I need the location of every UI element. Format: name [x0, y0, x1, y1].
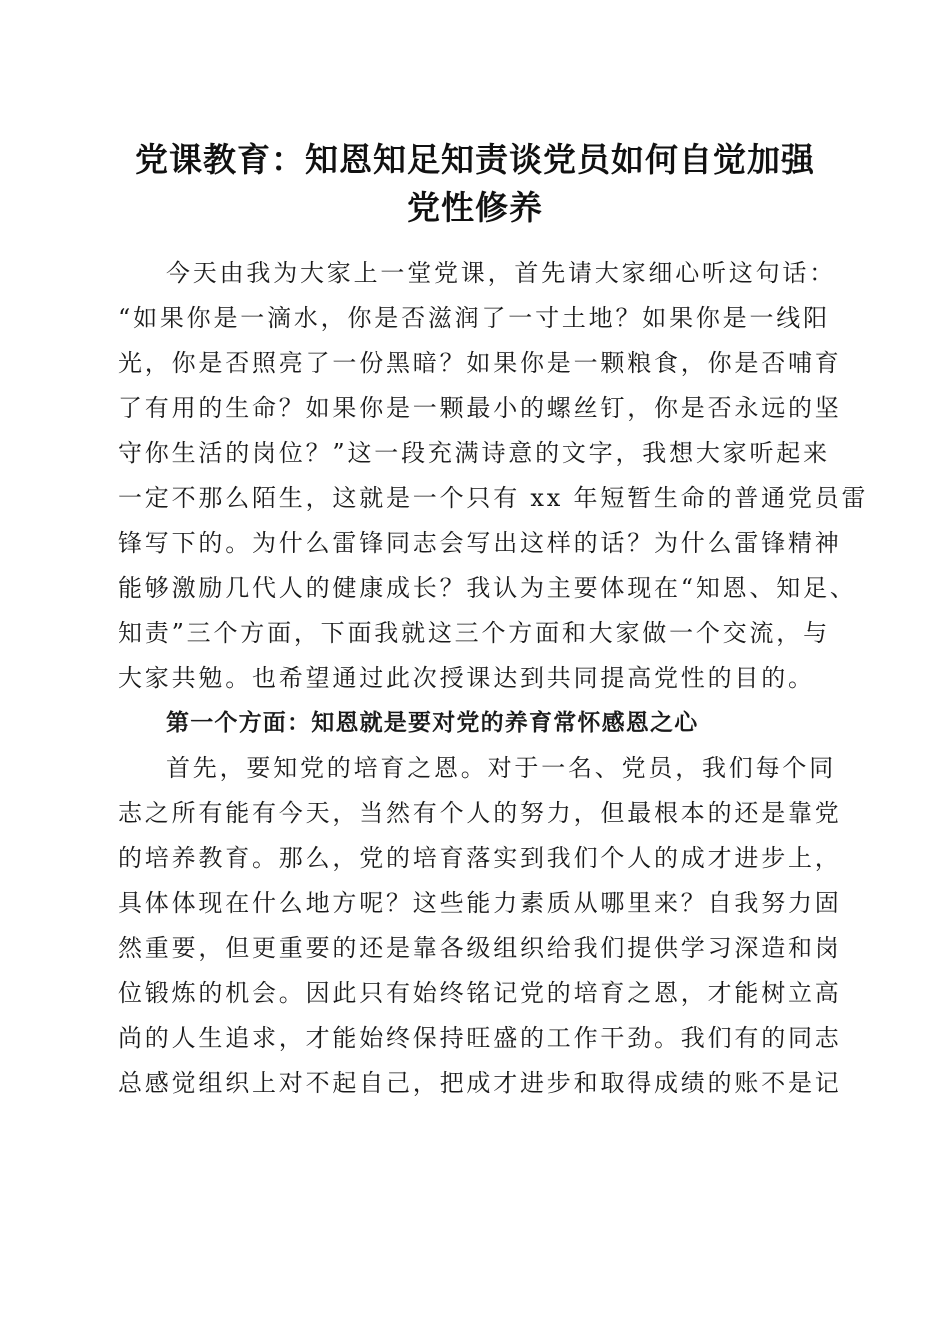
paragraph-1-line-4: 了有用的生命？如果你是一颗最小的螺丝钉，你是否永远的坚 [118, 394, 842, 422]
paragraph-1-line-3: 光，你是否照亮了一份黑暗？如果你是一颗粮食，你是否哺育 [118, 349, 842, 377]
paragraph-2-line-8: 总感觉组织上对不起自己，把成才进步和取得成绩的账不是记 [118, 1069, 842, 1097]
paragraph-2-line-4: 具体体现在什么地方呢？这些能力素质从哪里来？自我努力固 [118, 889, 842, 917]
paragraph-1-line-9: 知责”三个方面，下面我就这三个方面和大家做一个交流，与 [118, 619, 830, 647]
document-title [100, 136, 850, 232]
paragraph-1-line-1: 今天由我为大家上一堂党课，首先请大家细心听这句话： [166, 259, 836, 287]
section-heading-1: 第一个方面：知恩就是要对党的养育常怀感恩之心 [166, 709, 699, 736]
paragraph-1-line-7: 锋写下的。为什么雷锋同志会写出这样的话？为什么雷锋精神 [118, 529, 842, 557]
paragraph-1-line-2: “如果你是一滴水，你是否滋润了一寸土地？如果你是一线阳 [118, 304, 830, 332]
paragraph-2-line-6: 位锻炼的机会。因此只有始终铭记党的培育之恩，才能树立高 [118, 979, 842, 1007]
paragraph-2-line-7: 尚的人生追求，才能始终保持旺盛的工作干劲。我们有的同志 [118, 1024, 842, 1052]
paragraph-2-line-1: 首先，要知党的培育之恩。对于一名、党员，我们每个同 [166, 754, 836, 782]
paragraph-1-line-6: 一定不那么陌生，这就是一个只有 xx 年短暂生命的普通党员雷 [118, 484, 869, 512]
paragraph-1-line-10: 大家共勉。也希望通过此次授课达到共同提高党性的目的。 [118, 664, 815, 692]
paragraph-2-line-2: 志之所有能有今天，当然有个人的努力，但最根本的还是靠党 [118, 799, 842, 827]
paragraph-2-line-5: 然重要，但更重要的还是靠各级组织给我们提供学习深造和岗 [118, 934, 842, 962]
paragraph-1-line-5: 守你生活的岗位？”这一段充满诗意的文字，我想大家听起来 [118, 439, 830, 467]
paragraph-1-line-8: 能够激励几代人的健康成长？我认为主要体现在“知恩、知足、 [118, 574, 857, 602]
title-line-2: 党性修养 [407, 188, 543, 227]
paragraph-2-line-3: 的培养教育。那么，党的培育落实到我们个人的成才进步上， [118, 844, 842, 872]
title-line-1: 党课教育：知恩知足知责谈党员如何自觉加强 [135, 140, 815, 179]
